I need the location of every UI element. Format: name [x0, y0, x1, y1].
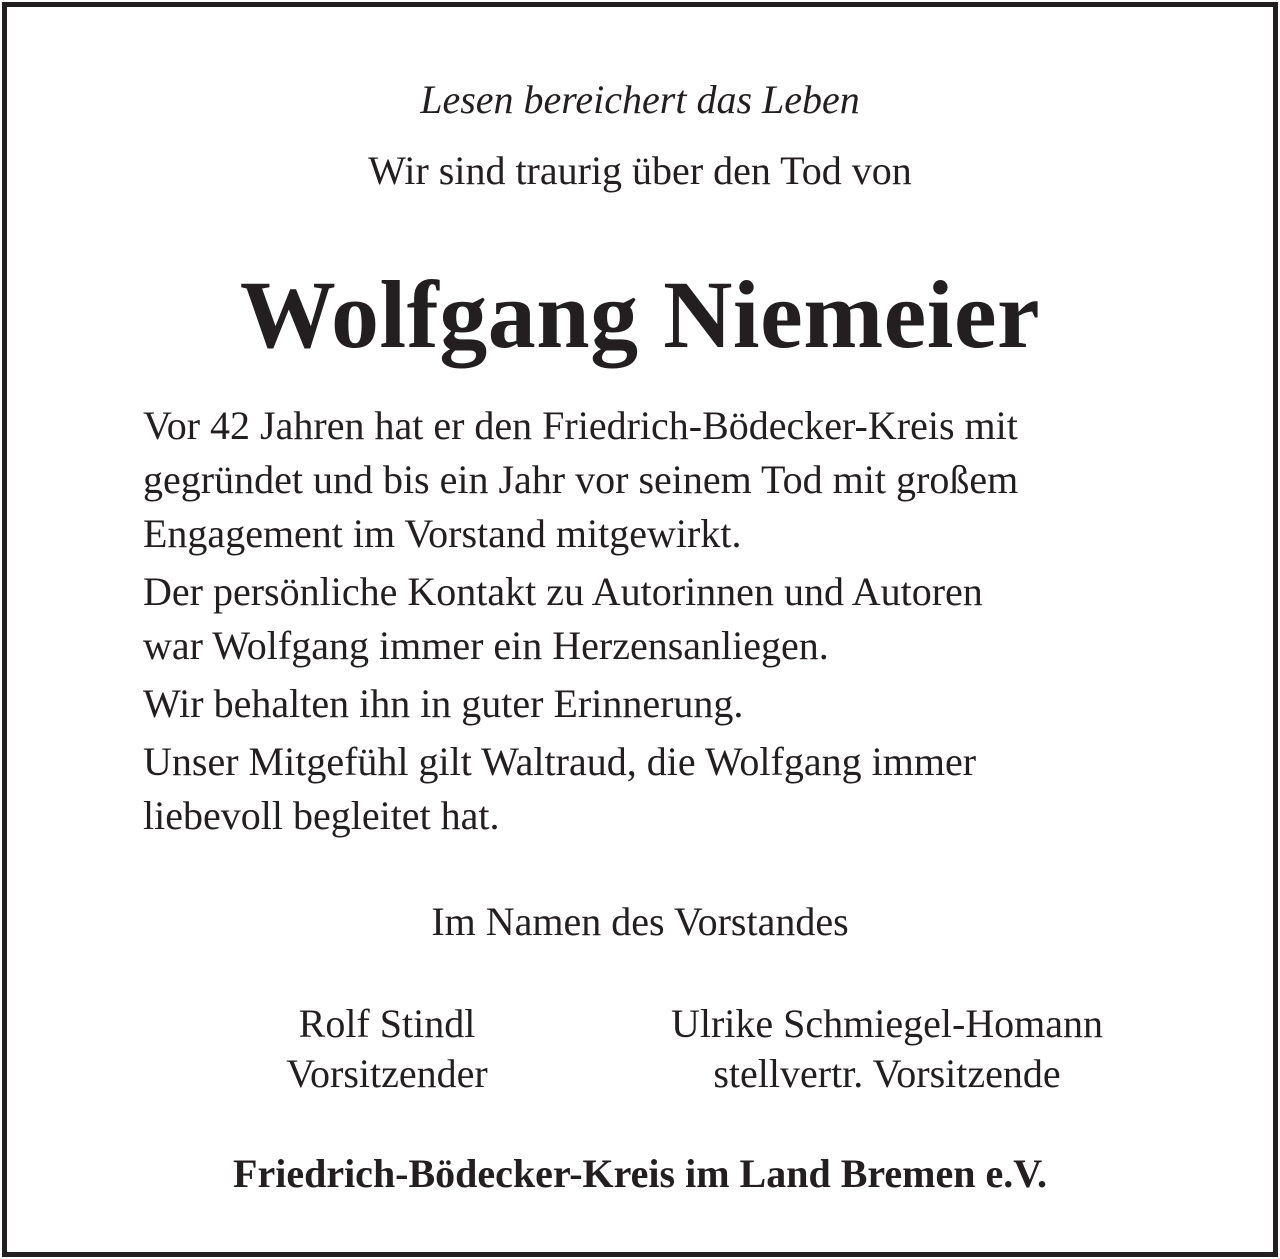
intro-line: Wir sind traurig über den Tod von — [368, 148, 912, 193]
signer-role: stellvertr. Vorsitzende — [713, 1051, 1061, 1096]
signer-name: Ulrike Schmiegel-Homann — [670, 1001, 1104, 1046]
text-line: Engagement im Vorstand mitgewirkt. — [143, 511, 742, 556]
text-line: Der persönliche Kontakt zu Autorinnen und Autoren — [143, 569, 983, 614]
text-line: liebevoll begleitet hat. — [143, 793, 500, 838]
text-line: gegründet und bis ein Jahr vor seinem Tod mit großem — [143, 457, 1019, 502]
motto: Lesen bereichert das Leben — [420, 77, 860, 122]
on-behalf-line: Im Namen des Vorstandes — [431, 899, 849, 944]
organization-name: Friedrich-Bödecker-Kreis im Land Bremen e.V. — [233, 1151, 1047, 1196]
signer-name: Rolf Stindl — [298, 1001, 476, 1046]
body-text — [143, 399, 1223, 847]
text-line: Unser Mitgefühl gilt Waltraud, die Wolfgang immer — [143, 739, 977, 784]
deceased-name: Wolfgang Niemeier — [239, 261, 1041, 368]
paragraph-memory — [143, 677, 1223, 731]
obituary-frame — [2, 2, 1278, 1257]
text-line: Wir behalten ihn in guter Erinnerung. — [143, 681, 744, 726]
paragraph-founding — [143, 399, 1223, 561]
signer-role: Vorsitzender — [286, 1051, 488, 1096]
signer-vice-chair — [607, 999, 1167, 1099]
text-line: Vor 42 Jahren hat er den Friedrich-Bödecker-Kreis mit — [143, 403, 1018, 448]
paragraph-condolence — [143, 735, 1223, 843]
signer-chair — [187, 999, 587, 1099]
text-line: war Wolfgang immer ein Herzensanliegen. — [143, 623, 829, 668]
paragraph-contact — [143, 565, 1223, 673]
